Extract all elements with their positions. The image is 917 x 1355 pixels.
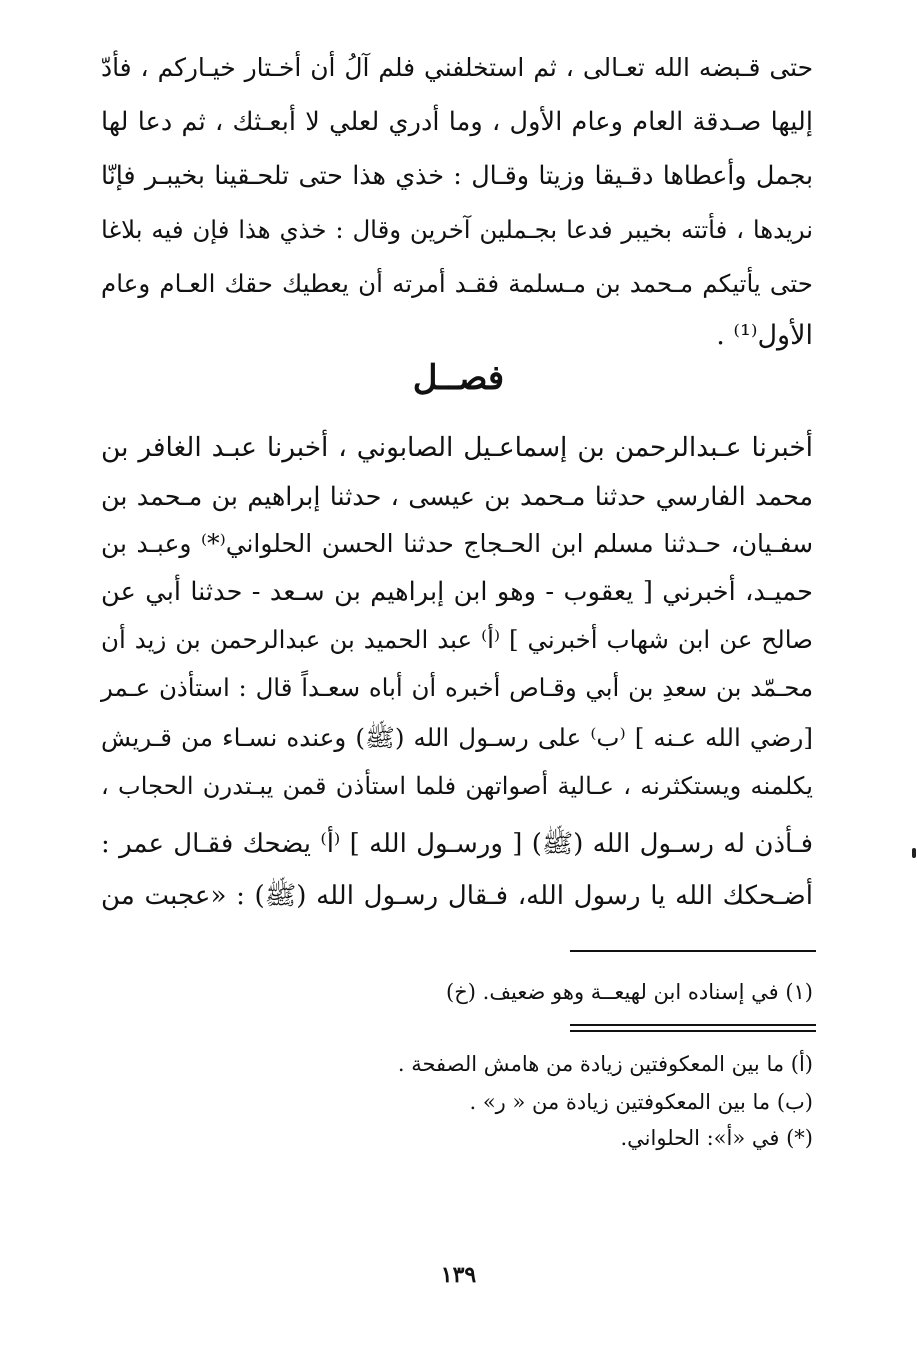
text-line: فـأذن له رسـول الله (ﷺ) [ ورسـول الله ] ⁽أ⁾ يضحك فقـال عمر :	[101, 829, 813, 859]
text-line: بجمل وأعطاها دقـيقا وزيتا وقـال : خذي هذا حتى تلحـقينا بخيبـر فإنّا	[101, 161, 813, 190]
text-line: نريدها ، فأتته بخيبر فدعا بجـملين آخرين وقال : خذي هذا فإن فيه بلاغا	[101, 215, 813, 244]
text-line: محـمّد بن سعدِ بن أبي وقـاص أخبره أن أباه سعـداً قال : استأذن عـمر	[101, 673, 813, 702]
footnote-star: (*) في «أ»: الحلواني.	[620, 1126, 813, 1150]
section-heading: فصــل	[412, 358, 505, 398]
text-line: حتى يأتيكم مـحمد بن مـسلمة فقـد أمرته أن يعطيك حقك العـام وعام	[101, 269, 813, 298]
text-line: إليها صـدقة العام وعام الأول ، وما أدري لعلي لا أبعـثك ، ثم دعا لها	[101, 107, 813, 137]
text-line: أضـحكك الله يا رسول الله، فـقال رسـول الله (ﷺ) : «عجبت من	[101, 881, 813, 911]
text-line: محمد الفارسي حدثنا مـحمد بن عيسى ، حدثنا إبراهيم بن مـحمد بن	[101, 481, 813, 511]
text-line: حتى قـبضه الله تعـالى ، ثم استخلفني فلم آلُ أن أخـتار خيـاركم ، فأدّ	[101, 53, 813, 82]
text-line: الأول⁽¹⁾ .	[716, 320, 813, 351]
footnote-double-rule-top	[570, 1024, 816, 1026]
page-number: ١٣٩	[440, 1262, 477, 1288]
text-line: صالح عن ابن شهاب أخبرني ] ⁽أ⁾ عبد الحميد بن عبدالرحمن بن زيد أن	[101, 625, 813, 654]
scan-edge-mark	[912, 848, 916, 858]
text-line: يكلمنه ويستكثرنه ، عـالية أصواتهن فلما استأذن قمن يبـتدرن الحجاب ،	[101, 771, 813, 800]
footnote-ba: (ب) ما بين المعكوفتين زيادة من « ر» .	[469, 1090, 813, 1114]
text-line: حميـد، أخبرني [ يعقوب - وهو ابن إبراهيم بن سـعد - حدثنا أبي عن	[101, 577, 813, 607]
text-line: سفـيان، حـدثنا مسلم ابن الحـجاج حدثنا الحسن الحلواني⁽*⁾ وعبـد بن	[101, 529, 813, 558]
footnote-1: (١) في إسناده ابن لهيعــة وهو ضعيف. (خ)	[446, 980, 813, 1004]
footnote-separator	[570, 950, 816, 952]
text-line: أخبرنا عـبدالرحمن بن إسماعـيل الصابوني ، أخبرنا عبـد الغافر بن	[101, 433, 813, 463]
footnote-alif: (أ) ما بين المعكوفتين زيادة من هامش الصفحة .	[397, 1052, 813, 1076]
footnote-double-rule-bottom	[570, 1030, 816, 1032]
text-line: [رضي الله عـنه ] ⁽ب⁾ على رسـول الله (ﷺ) وعنده نسـاء من قـريش	[101, 723, 813, 752]
